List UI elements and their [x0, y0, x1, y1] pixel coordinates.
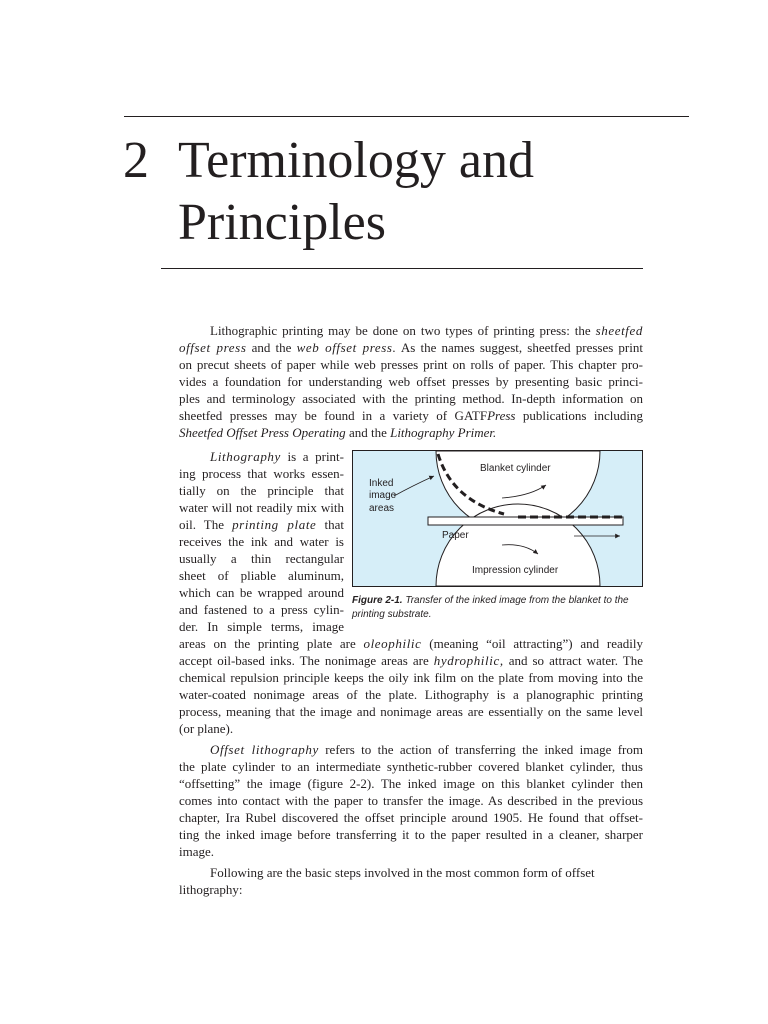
- text-line: sheet of pliable aluminum,: [179, 568, 344, 583]
- chapter-title: [178, 130, 534, 254]
- top-rule: [124, 116, 689, 117]
- text-line: usually a thin rectangular: [179, 551, 344, 566]
- paragraph-intro: [179, 322, 643, 441]
- figure-caption-label: Figure 2-1.: [352, 595, 403, 606]
- text-line: image.: [179, 844, 215, 859]
- text-line: ples and terminology associated with the printing method. In-depth information on: [179, 391, 643, 406]
- term-printing-plate: printing plate: [232, 517, 317, 532]
- text-line: Following are the basic steps involved in the most common form of offset: [210, 865, 595, 880]
- text-line: lithography:: [179, 882, 243, 897]
- text-line: comes into contact with the paper to transfer the image. As described in the previous: [179, 793, 643, 808]
- text-line: Lithography is a print-: [210, 449, 344, 464]
- text-line: vides a foundation for understanding web offset presses by presenting basic princi-: [179, 374, 643, 389]
- text-line: which can be wrapped around: [179, 585, 344, 600]
- text-line: accept oil-based inks. The nonimage areas are hydrophilic, and so attract water. The: [179, 653, 643, 668]
- book-title: Lithography Primer.: [390, 425, 497, 440]
- text-line: on precut sheets of paper while web presses print on rolls of paper. This chapter pro-: [179, 357, 643, 372]
- text-line: ting the inked image before transferring it to the paper resulted in a cleaner, sharper: [179, 827, 643, 842]
- text-line: tially on the principle that: [179, 483, 344, 498]
- figure-caption: Figure 2-1. Transfer of the inked image from the blanket to the printing substrate.: [352, 595, 629, 620]
- text-line: ing process that works essen-: [179, 466, 344, 481]
- title-underline-rule: [161, 268, 643, 269]
- label-inked-line-1: Inked: [369, 478, 394, 489]
- text-line: Lithographic printing may be done on two types of printing press: the sheetfed: [210, 323, 643, 338]
- label-blanket-cylinder: Blanket cylinder: [480, 463, 551, 474]
- text-line: process, meaning that the image and nonimage areas are essentially on the same level: [179, 704, 643, 719]
- text-line: water will not readily mix with: [179, 500, 344, 515]
- label-inked-line-3: areas: [369, 503, 395, 514]
- text-line: (or plane).: [179, 721, 234, 736]
- paragraph-lithography-wide: [179, 635, 643, 737]
- term-hydrophilic: hydrophilic,: [433, 653, 504, 668]
- text-line: offset press and the web offset press. As the names suggest, sheetfed presses print: [179, 340, 643, 355]
- text-line: areas on the printing plate are oleophilic (meaning “oil attracting”) and readily: [179, 636, 643, 651]
- label-inked-line-2: image: [369, 490, 397, 501]
- term-lithography: Lithography: [210, 449, 281, 464]
- text-line: Offset lithography refers to the action of transferring the inked image from: [210, 742, 643, 757]
- paragraph-lithography-narrow: [179, 448, 344, 635]
- chapter-number: 2: [123, 132, 149, 189]
- text-line: der. In simple terms, image: [179, 619, 344, 634]
- text-line: oil. The printing plate that: [179, 517, 344, 532]
- paragraph-basic-steps: [179, 864, 643, 898]
- paragraph-offset-lithography: [179, 741, 643, 860]
- text-line: chemical repulsion principle keeps the oily ink film on the plate from moving into the: [179, 670, 643, 685]
- label-impression-cylinder: Impression cylinder: [472, 565, 559, 576]
- text-line: and fastened to a press cylin-: [179, 602, 344, 617]
- term-offset-lithography: Offset lithography: [210, 742, 319, 757]
- term-oleophilic: oleophilic: [363, 636, 422, 651]
- term-sheetfed: sheetfed: [595, 323, 643, 338]
- text-line: chapter, Ira Rubel discovered the offset principle around 1905. He found that offset-: [179, 810, 643, 825]
- term-web-offset-press: web offset press.: [296, 340, 397, 355]
- chapter-title-line-2: Principles: [178, 194, 386, 251]
- term-offset-press: offset press: [179, 340, 247, 355]
- chapter-title-line-1: Terminology and: [178, 132, 534, 189]
- text-line: “offsetting” the image (figure 2-2). The inked image on this blanket cylinder then: [179, 776, 643, 791]
- text-line: sheetfed presses may be found in a variety of GATFPress publications including: [179, 408, 643, 423]
- label-paper: Paper: [442, 530, 469, 541]
- text-line: water-coated nonimage areas of the plate. Lithography is a planographic printing: [179, 687, 643, 702]
- text-line: Sheetfed Offset Press Operating and the Lithography Primer.: [179, 425, 497, 440]
- book-title: Sheetfed Offset Press Operating: [179, 425, 346, 440]
- offset-transfer-figure: [352, 450, 643, 587]
- text-line: the plate cylinder to an intermediate synthetic-rubber covered blanket cylinder, thus: [179, 759, 643, 774]
- text-line: receives the ink and water is: [179, 534, 344, 549]
